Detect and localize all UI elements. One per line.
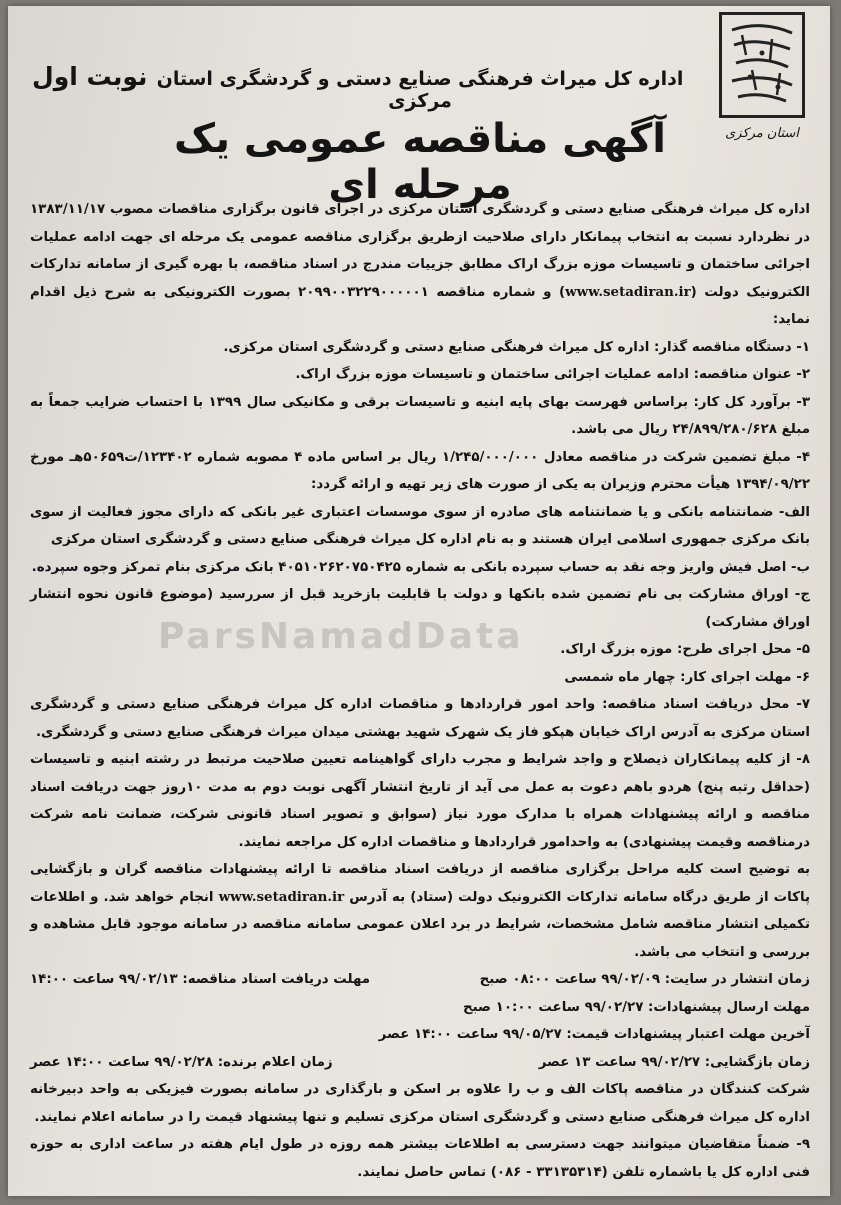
newspaper-clipping [8,6,830,1196]
item-5: ۵- محل اجرای طرح: موزه بزرگ اراک. [560,642,810,657]
item-7: ۷- محل دریافت اسناد مناقصه: واحد امور قراردادها و مناقصات اداره کل میراث فرهنگی صنایع دستی و گردشگری استان مرکزی به آدرس اراک خیابان هپکو فاز یک شهرک شهید بهشتی میدان میراث فرهنگی صنایع دستی و گردشگری. [30,697,810,740]
setadiran-link[interactable]: www.setadiran.ir [565,283,691,300]
watermark: ParsNamadData [158,616,524,657]
setadiran-link-2[interactable]: www.setadiran.ir [218,888,345,905]
note-text-1: به توضیح است کلیه مراحل برگزاری مناقصه از دریافت اسناد مناقصه تا ارائه پیشنهادات مناقصه گران و بازگشایی پاکات از طریق درگاه سامانه تدارکات الکترونیک دولت (ستاد) به آدرس [30,862,811,905]
item-4-jim: ج- اوراق مشارکت بی نام تضمین شده بانکها و دولت با قابلیت بازخرید قبل از سررسید (موضوع قانون نحوه انتشار اوراق مشارکت) [30,587,810,630]
item-9: ۹- ضمناً متقاضیان میتوانند جهت دسترسی به اطلاعات بیشتر همه روزه در طول ایام هفته در ساعت اداری به حوزه فنی اداره کل یا باشماره تلفن (۳۳۱۳۵۳۱۴ - ۰۸۶) تماس حاصل نمایند. [30,1137,810,1180]
logo-frame [719,12,805,118]
validity-deadline: آخرین مهلت اعتبار پیشنهادات قیمت: ۹۹/۰۵/۲۷ ساعت ۱۴:۰۰ عصر [378,1027,810,1042]
notice-body [30,196,810,1186]
publish-date: زمان انتشار در سایت: ۹۹/۰۲/۰۹ ساعت ۰۸:۰۰ صبح [479,972,810,987]
item-8: ۸- از کلیه پیمانکاران ذیصلاح و واجد شرایط و مجرب دارای گواهینامه تعیین صلاحیت مرتبط در رشته ابنیه و تاسیسات (حداقل رتبه پنج) هردو باهم دعوت به عمل می آید از تاریخ انتشار آگهی نوبت دوم به مدت ۱۰روز جهت دریافت اسناد مناقصه و ارائه پیشنهادات همراه با مدارک مورد نیاز (سوابق و تصویر اسناد قانونی شرکت، ضمانت نامه شرکت درمناقصه وقیمت پیشنهادی) به واحدامور قراردادها و مناقصات اداره کل مراجعه نمایند. [30,752,810,850]
notice-title: آگهی مناقصه عمومی یک مرحله ای [173,116,667,208]
item-2: ۲- عنوان مناقصه: ادامه عملیات اجرائی ساختمان و تاسیسات موزه بزرگ اراک. [295,367,810,382]
organization-logo [716,12,808,160]
item-4: ۴- مبلغ تضمین شرکت در مناقصه معادل ۱/۲۴۵/۰۰۰/۰۰۰ ریال بر اساس ماده ۴ مصوبه شماره ۱۲۳۴۰۲/ت۵۰۶۵۹هـ مورخ ۱۳۹۴/۰۹/۲۲ هیأت محترم وزیران به یکی از صورت های زیر تهیه و ارائه گردد: [30,449,810,492]
publication-round: نوبت اول [32,62,148,91]
calligraphy-logo-icon [722,15,802,115]
note-paragraph [30,856,810,966]
item-1: ۱- دستگاه مناقصه گذار: اداره کل میراث فرهنگی صنایع دستی و گردشگری استان مرکزی. [223,339,810,355]
opening-date: زمان بازگشایی: ۹۹/۰۲/۲۷ ساعت ۱۳ عصر [538,1054,810,1070]
intro-text-2: ) و شماره مناقصه ۲۰۹۹۰۰۳۲۲۹۰۰۰۰۰۱ بصورت الکترونیکی به شرح ذیل اقدام نماید: [30,284,810,327]
docs-deadline: مهلت دریافت اسناد مناقصه: ۹۹/۰۲/۱۳ ساعت ۱۴:۰۰ [30,972,371,987]
item-4-alef: الف- ضمانتنامه بانکی و یا ضمانتنامه های صادره از سوی موسسات اعتباری غیر بانکی که دارای مجوز فعالیت از سوی بانک مرکزی جمهوری اسلامی ایران هستند و به نام اداره کل میراث فرهنگی صنایع دستی و گردشگری استان مرکزی [30,504,810,547]
winner-date: زمان اعلام برنده: ۹۹/۰۲/۲۸ ساعت ۱۴:۰۰ عصر [30,1054,333,1070]
submit-deadline: مهلت ارسال پیشنهادات: ۹۹/۰۲/۲۷ ساعت ۱۰:۰۰ صبح [462,999,810,1015]
item-3: ۳- برآورد کل کار: براساس فهرست بهای پایه ابنیه و تاسیسات برقی و مکانیکی سال ۱۳۹۹ با احتساب ضرایب جمعاً به مبلغ ۲۴/۸۹۹/۲۸۰/۶۲۸ ریال می باشد. [30,394,811,437]
dates-row-2 [30,1049,810,1077]
note-text-2: انجام خواهد شد. و اطلاعات تکمیلی انتشار مناقصه شامل مشخصات، شرایط در برد اعلان عمومی سامانه مناقصه در سامانه موجود قابل مشاهده و بررسی و انتخاب می باشد. [30,889,810,960]
item-4-be: ب- اصل فیش واریز وجه نقد به حساب سپرده بانکی به شماره ۴۰۵۱۰۲۶۲۰۷۵۰۴۲۵ بانک مرکزی بنام تمرکز وجوه سپرده. [31,559,810,575]
submission-paragraph: شرکت کنندگان در مناقصه پاکات الف و ب را علاوه بر اسکن و بارگذاری در سامانه بصورت فیزیکی به واحد دبیرخانه اداره کل میراث فرهنگی صنایع دستی و گردشگری استان مرکزی تسلیم و تنها پیشنهاد قیمت را در سامانه اعلام نمایند. [30,1082,810,1125]
intro-text-1: اداره کل میراث فرهنگی صنایع دستی و گردشگری استان مرکزی در اجرای قانون برگزاری مناقصات مصوب ۱۳۸۳/۱۱/۱۷ در نظردارد نسبت به انتخاب پیمانکار دارای صلاحیت ازطریق برگزاری مناقصه عمومی یک مرحله ای جهت ادامه عملیات اجرائی ساختمان و تاسیسات موزه بزرگ اراک مطابق جزییات مندرج در اسناد مناقصه، با بهره گیری از سامانه تدارکات الکترونیک دولت ( [30,202,810,300]
dates-row-1 [30,966,810,994]
intro-paragraph [30,196,810,334]
logo-caption: استان مرکزی [725,126,799,141]
organization-name: اداره کل میراث فرهنگی صنایع دستی و گردشگری استان مرکزی [156,68,684,112]
item-6: ۶- مهلت اجرای کار: چهار ماه شمسی [564,669,810,685]
